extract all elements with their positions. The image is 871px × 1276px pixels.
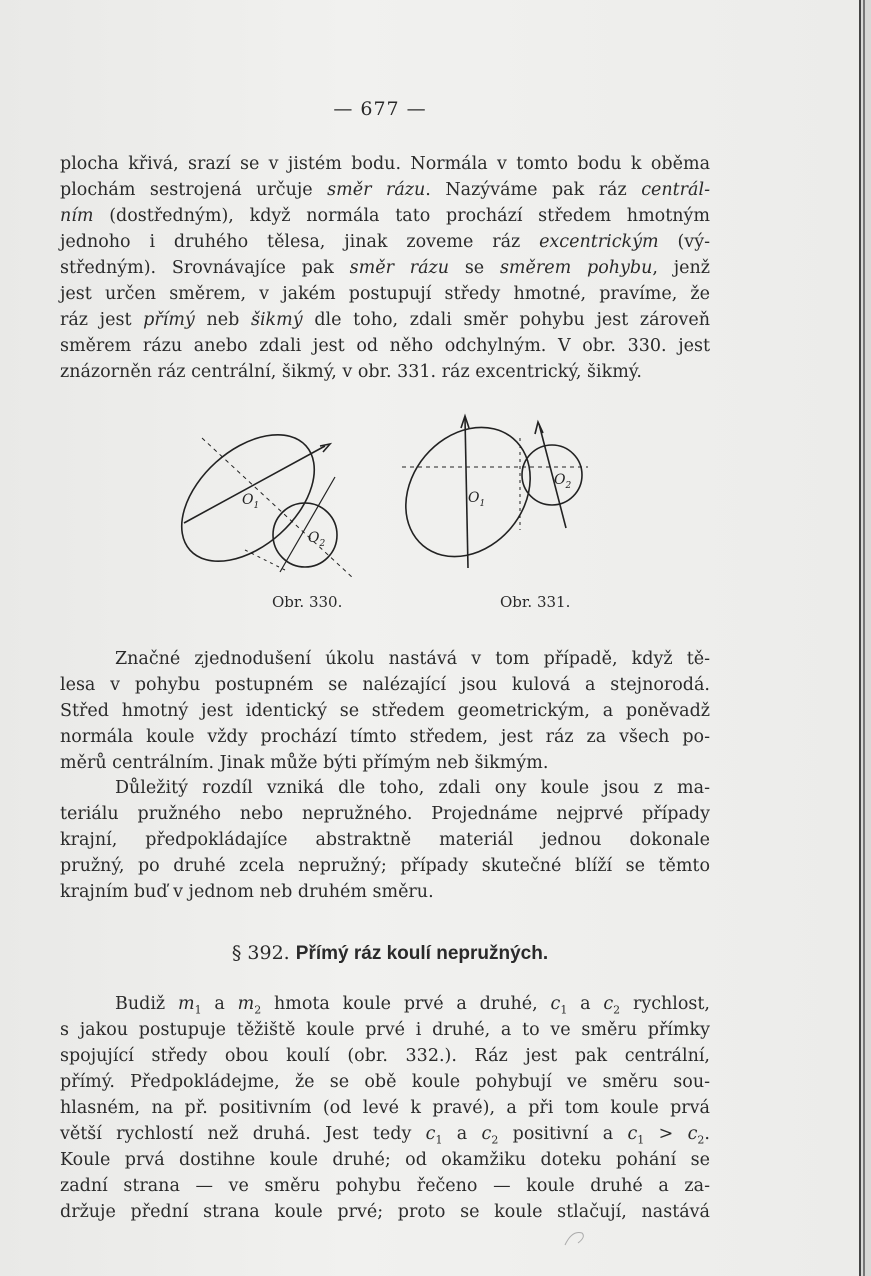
fig330-normal	[184, 446, 325, 523]
text-line: krajní, předpokládajíce abstraktně materiál jednou dokonale	[60, 830, 710, 850]
fig330-ellipse	[170, 410, 338, 586]
text-line: krajním buď v jednom neb druhém směru.	[60, 882, 434, 902]
text-line: Budiž $m_1$ a $m_2$ hmota koule prvé a druhé, $c_1$ a $c_2$ rychlost,	[115, 994, 710, 1017]
text-line: ním (dostředným), když normála tato prochází středem hmotným	[60, 206, 710, 226]
text-line: normála koule vždy prochází tímto středem, jest ráz za všech po-	[60, 727, 710, 747]
fig331-caption: Obr. 331.	[500, 593, 571, 611]
fig330-circle	[273, 503, 337, 567]
figures-330-331	[170, 410, 600, 610]
text-line: lesa v pohybu postupném se nalézající jsou kulová a stejnorodá.	[60, 675, 710, 695]
text-line: jednoho i druhého tělesa, jinak zoveme ráz excentrickým (vý-	[60, 232, 710, 252]
text-line: znázorněn ráz centrální, šikmý, v obr. 331. ráz excentrický, šikmý.	[60, 362, 642, 382]
text-line: Střed hmotný jest identický se středem geometrickým, a poněvadž	[60, 701, 710, 721]
page-number: — 677 —	[333, 98, 427, 120]
text-line: s jakou postupuje těžiště koule prvé i druhé, a to ve směru přímky	[60, 1020, 710, 1040]
text-line: měrů centrálním. Jinak může býti přímým neb šikmým.	[60, 753, 549, 773]
page-edge-line	[863, 0, 865, 1276]
svg-text:O1: $O_1$	[242, 492, 260, 511]
text-line: směrem rázu anebo zdali jest od něho odchylným. V obr. 330. jest	[60, 336, 710, 356]
svg-text:O2: $O_2$	[308, 530, 326, 549]
text-line: přímý. Předpokládejme, že se obě koule pohybují ve směru sou-	[60, 1072, 710, 1092]
text-line: středným). Srovnávajíce pak směr rázu se směrem pohybu, jenž	[60, 258, 710, 278]
text-line: zadní strana — ve směru pohybu řečeno — koule druhé a za-	[60, 1176, 710, 1196]
fig330-caption: Obr. 330.	[272, 593, 343, 611]
text-line: držuje přední strana koule prvé; proto se koule stlačují, nastává	[60, 1202, 710, 1222]
text-line: pružný, po druhé zcela nepružný; případy skutečné blíží se těmto	[60, 856, 710, 876]
text-line: Značné zjednodušení úkolu nastává v tom případě, když tě-	[115, 649, 710, 669]
text-line: plochám sestrojená určuje směr rázu. Nazýváme pak ráz centrál-	[60, 180, 710, 200]
section-heading: § 392. Přímý ráz koulí nepružných.	[231, 942, 549, 964]
text-line: Koule prvá dostihne koule druhé; od okamžiku doteku pohání se	[60, 1150, 710, 1170]
text-line: jest určen směrem, v jakém postupují středy hmotné, pravíme, že	[60, 284, 710, 304]
text-line: hlasném, na př. positivním (od levé k pravé), a při tom koule prvá	[60, 1098, 710, 1118]
text-line: ráz jest přímý neb šikmý dle toho, zdali směr pohybu jest zároveň	[60, 310, 710, 330]
svg-text:O1: $O_1$	[468, 490, 486, 509]
text-line: větší rychlostí než druhá. Jest tedy $c_1$ a $c_2$ positivní a $c_1 > c_2$.	[60, 1124, 710, 1147]
text-line: spojující středy obou koulí (obr. 332.). Ráz jest pak centrální,	[60, 1046, 710, 1066]
text-line: Důležitý rozdíl vzniká dle toho, zdali ony koule jsou z ma-	[115, 778, 710, 798]
text-line: teriálu pružného nebo nepružného. Projednáme nejprvé případy	[60, 804, 710, 824]
page-edge	[859, 0, 871, 1276]
svg-text:O2: $O_2$	[554, 472, 572, 491]
pencil-mark	[560, 1225, 590, 1250]
text-line: plocha křivá, srazí se v jistém bodu. Normála v tomto bodu k oběma	[60, 154, 710, 174]
